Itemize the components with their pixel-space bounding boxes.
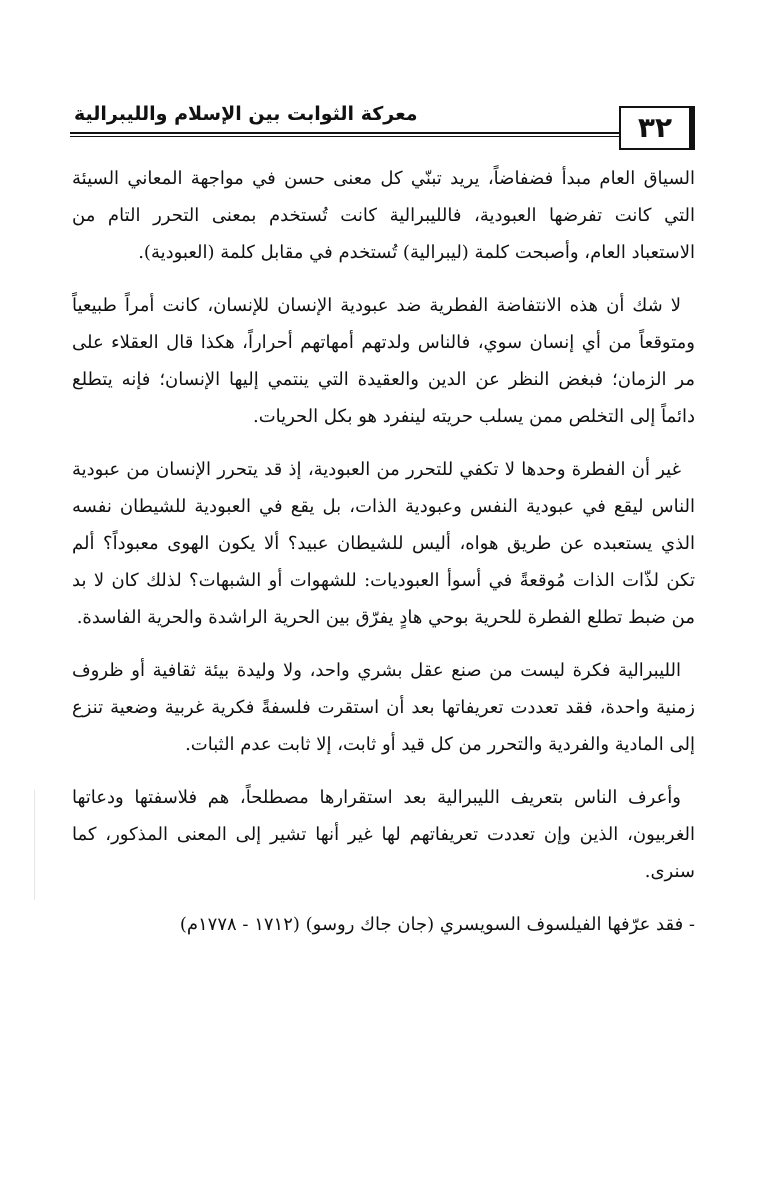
paragraph-2: لا شك أن هذه الانتفاضة الفطرية ضد عبودية الإنسان للإنسان، كانت أمراً طبيعياً ومتوقعاً من أي إنسان سوي، فالناس ولدتهم أمهاتهم أحراراً، هكذا قال العقلاء على مر الزمان؛ فبغض النظر عن الدين والعقيدة التي ينتمي إليها الإنسان؛ فإنه يتطلع دائماً إلى التخلص ممن يسلب حريته لينفرد هو بكل الحريات. (72, 295, 695, 427)
body-text (72, 160, 695, 959)
header-rule-thin (70, 136, 695, 137)
running-header (70, 98, 695, 146)
margin-mark (34, 790, 35, 900)
page-number: ٣٢ (619, 106, 695, 150)
running-title: معركة الثوابت بين الإسلام والليبرالية (74, 103, 418, 125)
paragraph-4: الليبرالية فكرة ليست من صنع عقل بشري واحد، ولا وليدة بيئة ثقافية أو ظروف زمنية واحدة، فقد تعددت تعريفاتها بعد أن استقرت فلسفةً فكرية غربية وضعية تنزع إلى المادية والفردية والتحرر من كل قيد أو ثابت، إلا ثابت عدم الثبات. (72, 660, 695, 755)
paragraph-5: وأعرف الناس بتعريف الليبرالية بعد استقرارها مصطلحاً، هم فلاسفتها ودعاتها الغربيون، الذين وإن تعددت تعريفاتهم لها غير أنها تشير إلى المعنى المذكور، كما سنرى. (72, 787, 695, 882)
header-rule (70, 132, 695, 134)
paragraph-6: - فقد عرّفها الفيلسوف السويسري (جان جاك روسو) (١٧١٢ - ١٧٧٨م) (179, 914, 695, 935)
paragraph-3: غير أن الفطرة وحدها لا تكفي للتحرر من العبودية، إذ قد يتحرر الإنسان من عبودية الناس ليقع في عبودية النفس وعبودية الذات، بل يقع في العبودية للشيطان نفسه الذي يستعبده عن طريق هواه، أليس للشيطان عبيد؟ ألا يكون الهوى معبوداً؟ ألم تكن لذّات الذات مُوقعةً في أسوأ العبوديات: للشهوات أو الشبهات؟ لذلك كان لا بد من ضبط تطلع الفطرة للحرية بوحي هادٍ يفرّق بين الحرية الراشدة والحرية الفاسدة. (72, 459, 695, 628)
paragraph-1: السياق العام مبدأ فضفاضاً، يريد تبنّي كل معنى حسن في مواجهة المعاني السيئة التي كانت تفرضها العبودية، فالليبرالية كانت تُستخدم بمعنى التحرر التام من الاستعباد العام، وأصبحت كلمة (ليبرالية) تُستخدم في مقابل كلمة (العبودية). (72, 168, 695, 263)
